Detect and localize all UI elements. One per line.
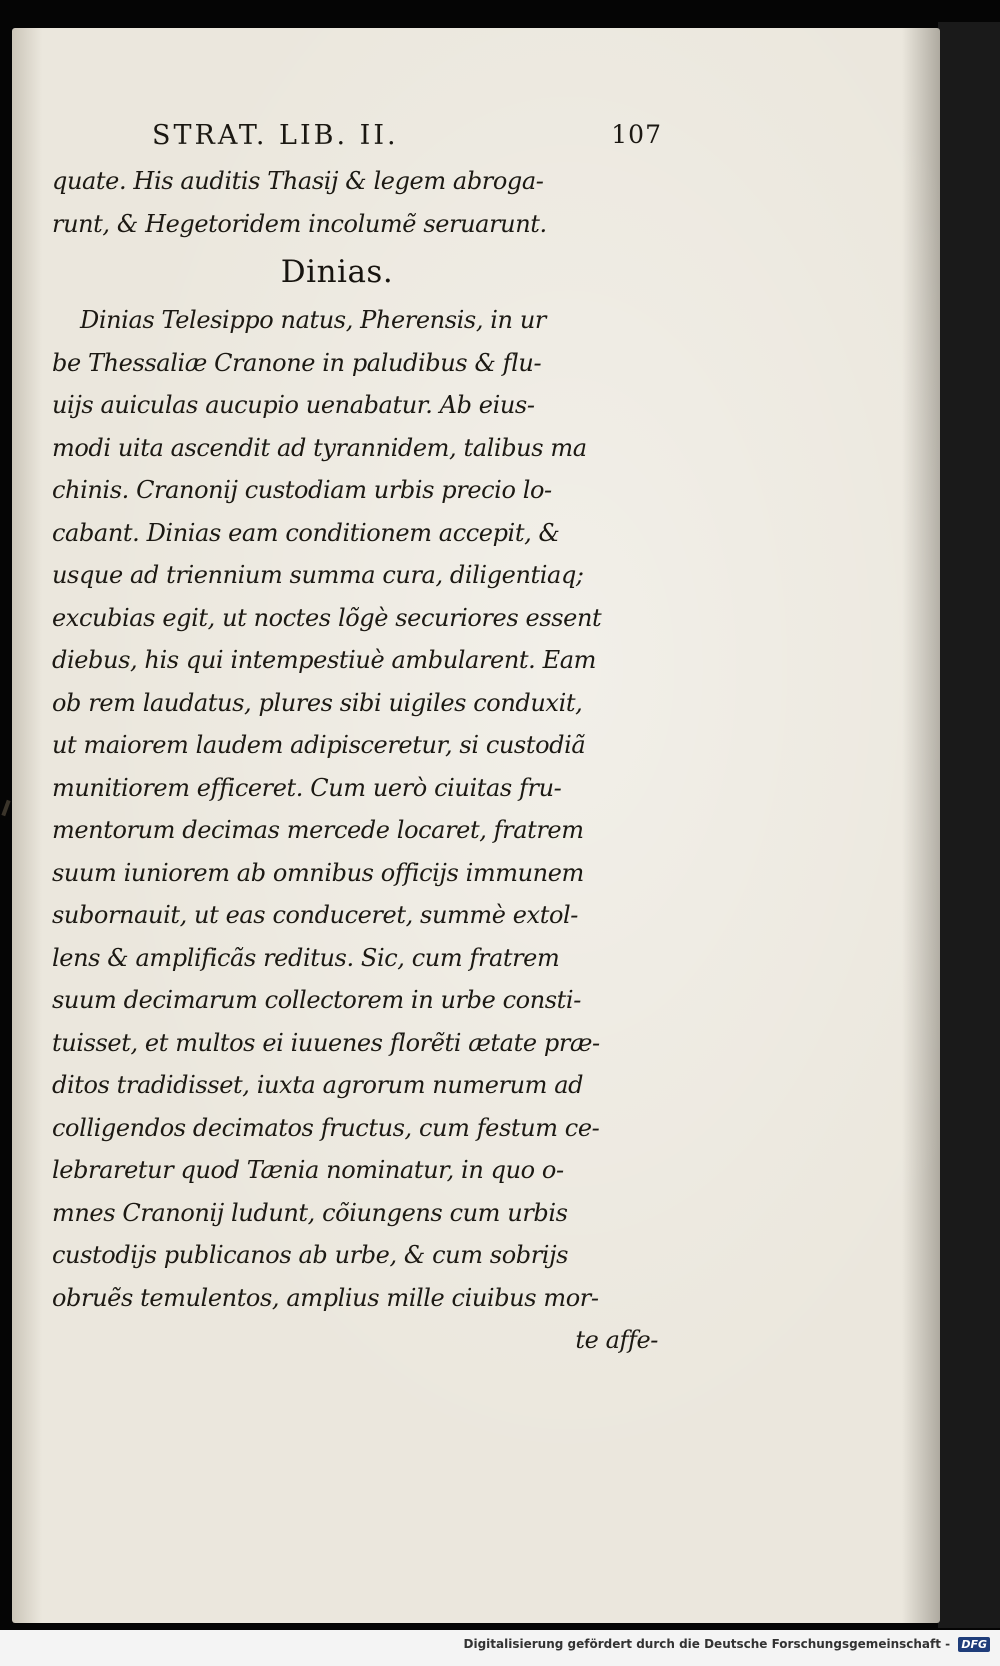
credit-text: Digitalisierung gefördert durch die Deutsche Forschungsgemeinschaft - [463,1637,951,1651]
text-line: tuisset, et multos ei iuuenes florẽti ætate præ- [52,1028,600,1057]
text-line: ditos tradidisset, iuxta agrorum numerum ad [52,1071,584,1099]
section-heading: Dinias. [280,254,394,290]
text-line: ut maiorem laudem adipisceretur, si custodiã [52,731,586,759]
text-line: ob rem laudatus, plures sibi uigiles conduxit, [52,688,583,717]
catchword: te affe- [575,1326,658,1354]
text-line: subornauit, ut eas conduceret, summè extol- [52,901,578,929]
dfg-logo: DFG [958,1637,990,1652]
margin-mark [1,800,10,816]
text-line: suum iuniorem ab omnibus officijs immunem [52,858,584,887]
text-line: colligendos decimatos fructus, cum festum ce- [52,1113,600,1142]
text-line: uijs auiculas aucupio uenabatur. Ab eius- [52,391,535,419]
text-line: usque ad triennium summa cura, diligentiaq; [52,561,584,589]
text-line: be Thessaliæ Cranone in paludibus & flu- [52,348,542,377]
text-line: mentorum decimas mercede locaret, fratrem [52,816,584,844]
text-line: excubias egit, ut noctes lõgè securiores essent [52,603,602,632]
text-line: lebraretur quod Tænia nominatur, in quo o- [52,1156,564,1184]
text-line: Dinias Telesippo natus, Pherensis, in ur [80,306,546,334]
text-line: custodijs publicanos ab urbe, & cum sobrijs [52,1241,569,1269]
text-line: chinis. Cranonij custodiam urbis precio lo- [52,476,552,504]
text-line: obruẽs temulentos, amplius mille ciuibus mor- [52,1283,599,1312]
body-text [52,160,662,1362]
text-line: quate. His auditis Thasij & legem abroga- [52,167,544,195]
text-line: munitiorem efficeret. Cum uerò ciuitas fru- [52,773,562,802]
digitization-credit [0,1637,990,1659]
text-line: modi uita ascendit ad tyrannidem, talibus ma [52,433,587,462]
text-line: diebus, his qui intempestiuè ambularent. Eam [52,646,596,674]
text-line: runt, & Hegetoridem incolumẽ seruarunt. [52,209,547,238]
right-edge-strip [938,22,1000,1628]
text-line: cabant. Dinias eam conditionem accepit, & [52,518,560,547]
text-line: mnes Cranonij ludunt, cõiungens cum urbis [52,1198,568,1227]
page-number: 107 [611,120,662,149]
running-head-title: STRAT. LIB. II. [152,120,399,151]
text-line: lens & amplificãs reditus. Sic, cum fratrem [52,943,560,972]
text-line: suum decimarum collectorem in urbe consti- [52,986,581,1014]
running-head [152,120,662,160]
